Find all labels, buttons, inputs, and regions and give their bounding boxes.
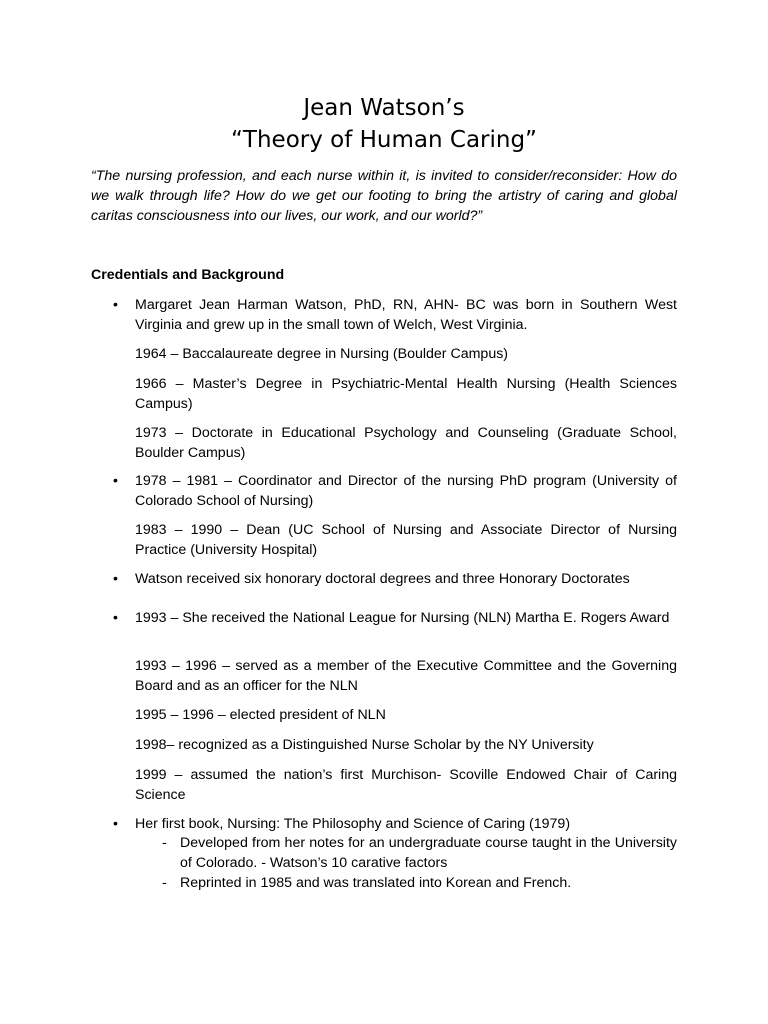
document-title-line-2: “Theory of Human Caring” xyxy=(231,127,537,153)
sub-item-developed: Developed from her notes for an undergraduate course taught in the University of Colorado. - Watson’s 10 carative factors xyxy=(180,835,677,871)
list-item-honorary-degrees: Watson received six honorary doctoral degrees and three Honorary Doctorates xyxy=(135,571,630,587)
bullet-marker: • xyxy=(113,816,118,832)
list-item-1999: 1999 – assumed the nation’s first Murchison- Scoville Endowed Chair of Caring Science xyxy=(135,767,677,803)
bullet-marker: • xyxy=(113,297,118,313)
list-item-birth: Margaret Jean Harman Watson, PhD, RN, AHN- BC was born in Southern West Virginia and grew up in the small town of Welch, West Virginia. xyxy=(135,297,677,333)
opening-quote: “The nursing profession, and each nurse within it, is invited to consider/reconsider: How do we walk through life? How do we get our footing to bring the artistry of caring and global caritas consciousness into our lives, our work, and our world?” xyxy=(91,168,677,224)
list-item-first-book: Her first book, Nursing: The Philosophy and Science of Caring (1979) xyxy=(135,816,571,832)
list-item-1983: 1983 – 1990 – Dean (UC School of Nursing and Associate Director of Nursing Practice (University Hospital) xyxy=(135,522,677,558)
list-item-1995-1996: 1995 – 1996 – elected president of NLN xyxy=(135,707,386,723)
dash-marker: - xyxy=(162,875,167,891)
bullet-marker: • xyxy=(113,610,118,626)
list-item-1964: 1964 – Baccalaureate degree in Nursing (Boulder Campus) xyxy=(135,346,509,362)
list-item-1973: 1973 – Doctorate in Educational Psychology and Counseling (Graduate School, Boulder Campus) xyxy=(135,425,677,461)
document-title-line-1: Jean Watson’s xyxy=(303,95,465,121)
list-item-1993-1996: 1993 – 1996 – served as a member of the Executive Committee and the Governing Board and as an officer for the NLN xyxy=(135,658,677,694)
section-heading: Credentials and Background xyxy=(91,267,285,283)
dash-marker: - xyxy=(162,835,167,851)
bullet-marker: • xyxy=(113,473,118,489)
list-item-1993-award: 1993 – She received the National League for Nursing (NLN) Martha E. Rogers Award xyxy=(135,610,670,626)
list-item-1966: 1966 – Master’s Degree in Psychiatric-Mental Health Nursing (Health Sciences Campus) xyxy=(135,376,677,412)
sub-item-reprinted: Reprinted in 1985 and was translated into Korean and French. xyxy=(180,875,572,891)
list-item-1978: 1978 – 1981 – Coordinator and Director of the nursing PhD program (University of Colorado School of Nursing) xyxy=(135,473,677,509)
list-item-1998: 1998– recognized as a Distinguished Nurse Scholar by the NY University xyxy=(135,737,594,753)
bullet-marker: • xyxy=(113,571,118,587)
